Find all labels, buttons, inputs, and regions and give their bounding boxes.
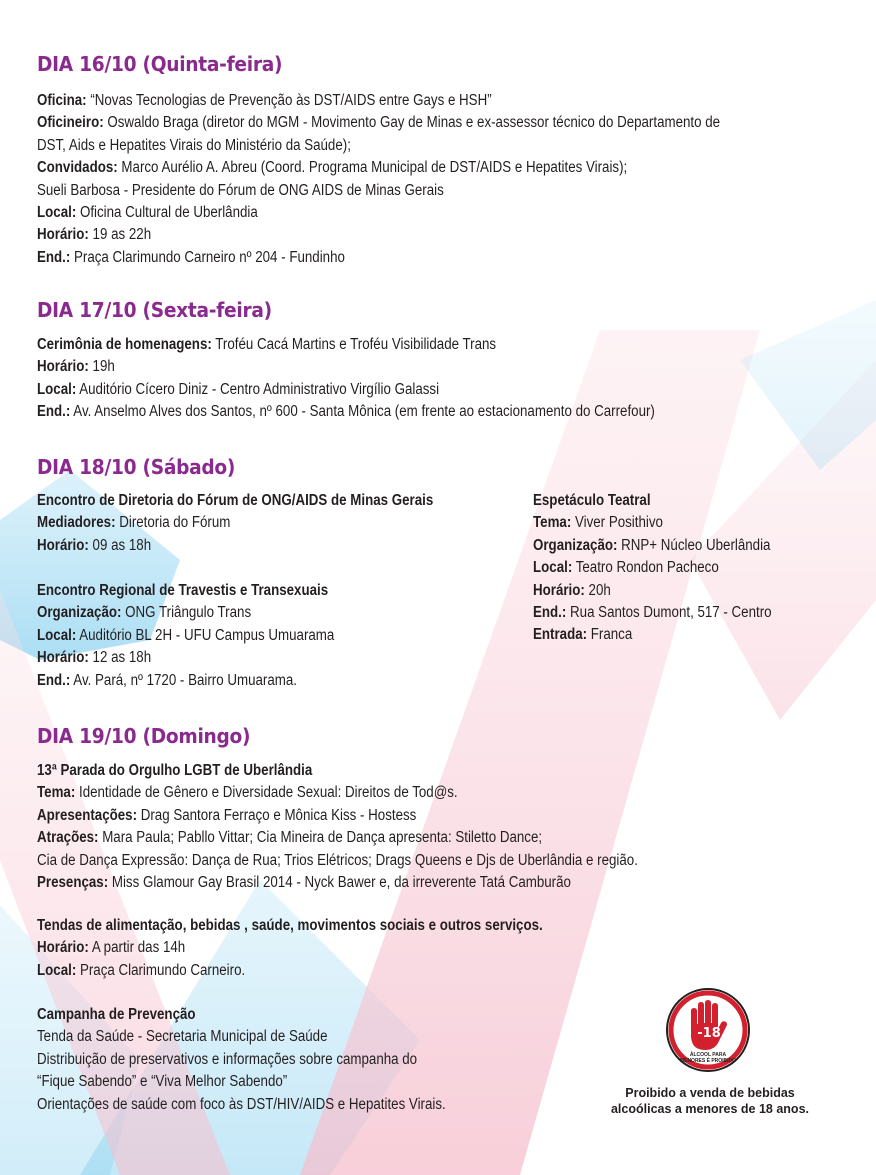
day19-parada-title: 13ª Parada do Orgulho LGBT de Uberlândia [37,762,313,779]
day16-convidados-cont: Sueli Barbosa - Presidente do Fórum de ONG AIDS de Minas Gerais [37,181,444,199]
day16-end: End.: Praça Clarimundo Carneiro nº 204 - Fundinho [37,248,345,266]
day18-e1-title: Encontro de Diretoria do Fórum de ONG/AIDS de Minas Gerais [37,492,434,509]
day18-event3 [533,490,810,647]
day18-e3-title: Espetáculo Teatral [533,492,651,509]
day19-campanha-line2: Distribuição de preservativos e informações sobre campanha do [37,1050,418,1068]
under-18-alcohol-badge [665,987,751,1073]
day18-e3-horario: Horário: 20h [533,581,611,599]
day19-tendas [37,915,625,982]
day16-oficineiro: Oficineiro: Oswaldo Braga (diretor do MGM - Movimento Gay de Minas e ex-assessor técnico do Departamento de [37,114,721,132]
day16-oficineiro-cont: DST, Aids e Hepatites Virais do Ministério da Saúde); [37,136,351,154]
day19-campanha [37,1004,512,1116]
day18-e1-mediadores: Mediadores: Diretoria do Fórum [37,514,231,532]
day19-tendas-local: Local: Praça Clarimundo Carneiro. [37,961,246,979]
day19-parada [37,760,736,894]
day18-e2-title: Encontro Regional de Travestis e Transexuais [37,582,329,599]
day18-e2-org: Organização: ONG Triângulo Trans [37,604,252,622]
day18-e3-end: End.: Rua Santos Dumont, 517 - Centro [533,604,772,622]
day17-end: End.: Av. Anselmo Alves dos Santos, nº 600 - Santa Mônica (em frente ao estacionamento do Carrefour) [37,403,655,421]
day16-title: DIA 16/10 (Quinta-feira) [37,52,283,76]
day19-campanha-line1: Tenda da Saúde - Secretaria Municipal de Saúde [37,1028,328,1046]
day19-tema: Tema: Identidade de Gênero e Diversidade Sexual: Direitos de Tod@s. [37,784,458,802]
day18-title: DIA 18/10 (Sábado) [37,455,236,479]
day17-details [37,334,755,424]
badge-number: -18 [697,1026,721,1041]
day16-local: Local: Oficina Cultural de Uberlândia [37,204,258,222]
day19-campanha-title: Campanha de Prevenção [37,1006,196,1023]
day19-atracoes: Atrações: Mara Paula; Pabllo Vittar; Cia Mineira de Dança apresenta: Stiletto Dance; [37,829,543,847]
day19-tendas-title: Tendas de alimentação, bebidas , saúde, movimentos sociais e outros serviços. [37,917,543,934]
alcohol-notice [590,1085,830,1117]
day19-campanha-line4: Orientações de saúde com foco às DST/HIV/AIDS e Hepatites Virais. [37,1095,446,1113]
day18-e2-local: Local: Auditório BL 2H - UFU Campus Umuarama [37,626,335,644]
day17-horario: Horário: 19h [37,358,115,376]
day19-atracoes-cont: Cia de Dança Expressão: Dança de Rua; Trios Elétricos; Drags Queens e Djs de Uberlândia e região. [37,851,638,869]
day16-details [37,90,831,269]
day18-event2 [37,580,383,692]
day17-local: Local: Auditório Cícero Diniz - Centro Administrativo Virgílio Galassi [37,380,440,398]
day18-event1 [37,490,498,557]
alcohol-notice-line2: alcoólicas a menores de 18 anos. [610,1102,809,1116]
day18-e2-horario: Horário: 12 as 18h [37,649,152,667]
day19-apresentacoes: Apresentações: Drag Santora Ferraço e Mônica Kiss - Hostess [37,806,417,824]
day19-title: DIA 19/10 (Domingo) [37,724,251,748]
day16-oficina: Oficina: “Novas Tecnologias de Prevenção às DST/AIDS entre Gays e HSH” [37,92,492,109]
day18-e3-org: Organização: RNP+ Núcleo Uberlândia [533,536,771,554]
day18-e1-horario: Horário: 09 as 18h [37,536,152,554]
day18-e2-end: End.: Av. Pará, nº 1720 - Bairro Umuarama. [37,671,297,689]
badge-caption-line1: ÁLCOOL PARA [689,1052,727,1058]
alcohol-notice-line1: Proibido a venda de bebidas [625,1086,795,1100]
day18-e3-entrada: Entrada: Franca [533,626,633,644]
day17-title: DIA 17/10 (Sexta-feira) [37,298,272,322]
day19-tendas-horario: Horário: A partir das 14h [37,939,186,957]
day16-horario: Horário: 19 as 22h [37,226,152,244]
day17-cerimonia: Cerimônia de homenagens: Troféu Cacá Martins e Troféu Visibilidade Trans [37,336,497,353]
day18-e3-local: Local: Teatro Rondon Pacheco [533,559,719,577]
badge-caption-line2: MENORES É PROIBIDO [679,1058,737,1064]
day16-convidados: Convidados: Marco Aurélio A. Abreu (Coord. Programa Municipal de DST/AIDS e Hepatites Virais); [37,159,628,177]
day19-campanha-line3: “Fique Sabendo” e “Viva Melhor Sabendo” [37,1073,288,1091]
day18-e3-tema: Tema: Viver Posithivo [533,514,663,532]
day19-presencas: Presenças: Miss Glamour Gay Brasil 2014 - Nyck Bawer e, da irreverente Tatá Camburão [37,874,571,892]
